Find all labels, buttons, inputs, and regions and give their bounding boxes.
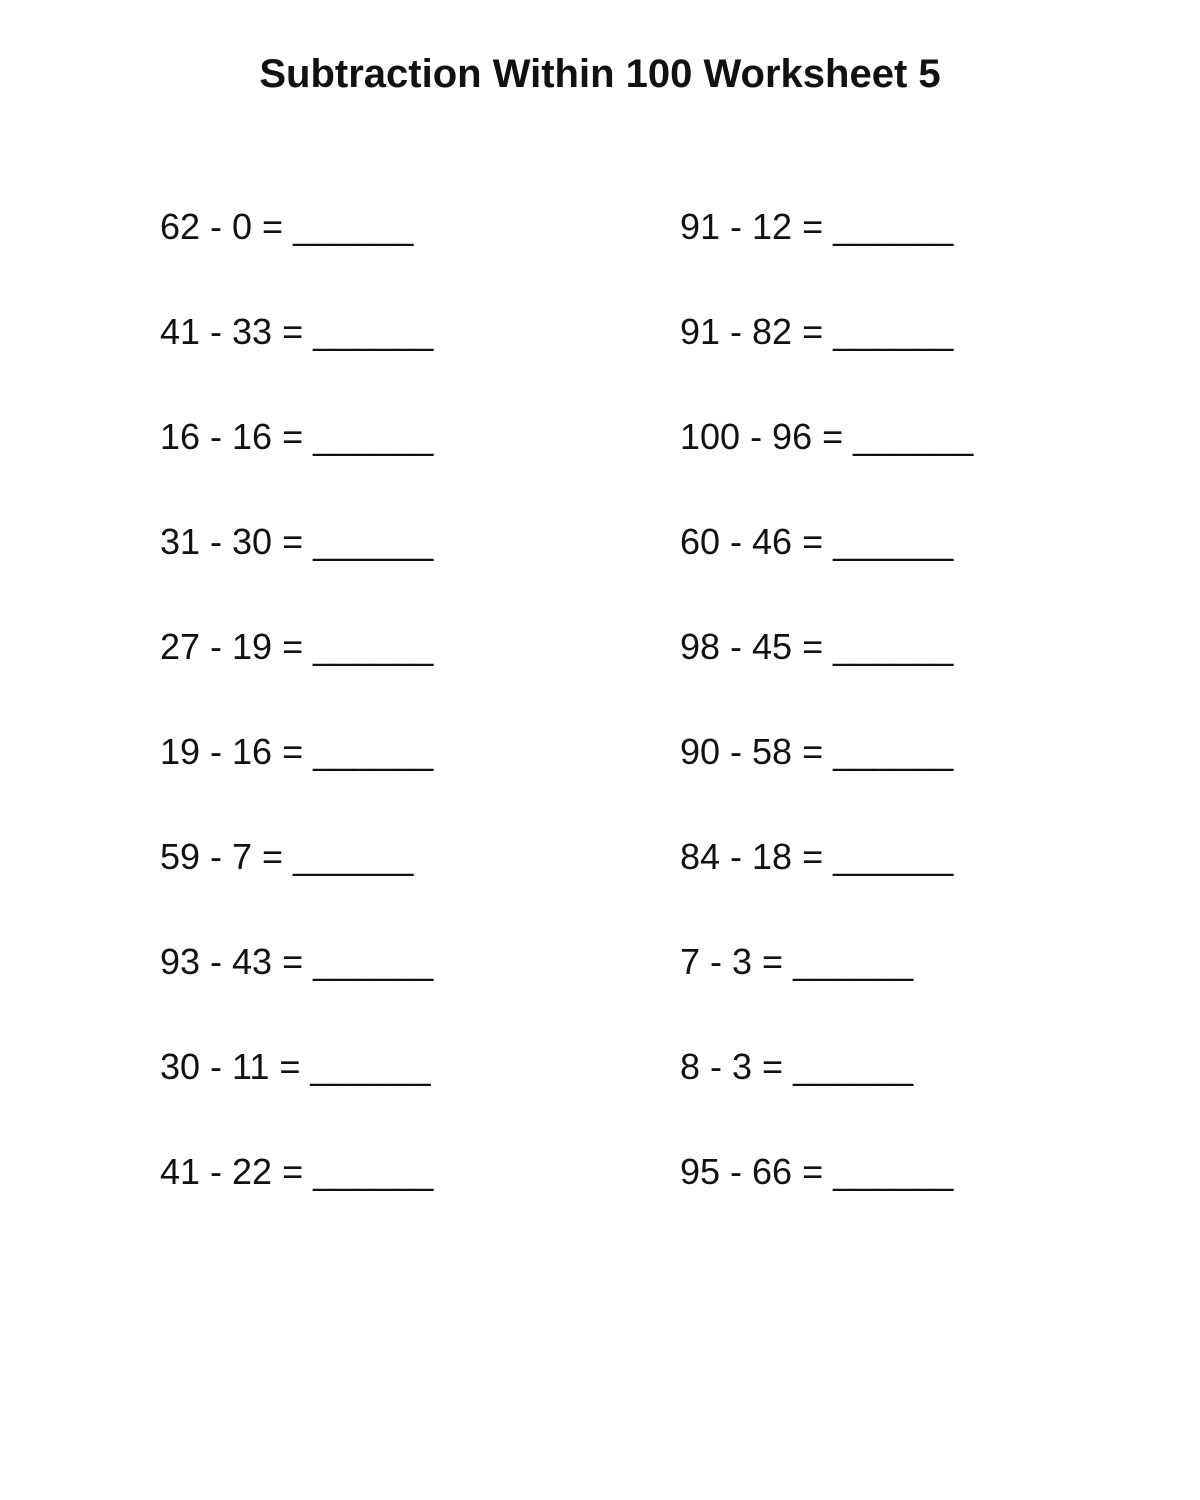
problem-left-4: 31 - 30 = ______ [160, 521, 434, 562]
problem-right-3: 100 - 96 = ______ [680, 416, 974, 457]
problem-right-1: 91 - 12 = ______ [680, 206, 954, 247]
problem-right-7: 84 - 18 = ______ [680, 836, 954, 877]
problem-left-2: 41 - 33 = ______ [160, 311, 434, 352]
problem-left-7: 59 - 7 = ______ [160, 836, 414, 877]
worksheet-title: Subtraction Within 100 Worksheet 5 [259, 52, 941, 96]
problem-left-8: 93 - 43 = ______ [160, 941, 434, 982]
problem-left-9: 30 - 11 = ______ [160, 1046, 431, 1087]
problem-right-4: 60 - 46 = ______ [680, 521, 954, 562]
problem-right-2: 91 - 82 = ______ [680, 311, 954, 352]
problem-left-1: 62 - 0 = ______ [160, 206, 414, 247]
problem-left-3: 16 - 16 = ______ [160, 416, 434, 457]
problem-left-6: 19 - 16 = ______ [160, 731, 434, 772]
problem-right-9: 8 - 3 = ______ [680, 1046, 914, 1087]
problem-right-5: 98 - 45 = ______ [680, 626, 954, 667]
problem-left-10: 41 - 22 = ______ [160, 1151, 434, 1192]
problem-right-10: 95 - 66 = ______ [680, 1151, 954, 1192]
problem-left-5: 27 - 19 = ______ [160, 626, 434, 667]
problem-right-8: 7 - 3 = ______ [680, 941, 914, 982]
problem-right-6: 90 - 58 = ______ [680, 731, 954, 772]
